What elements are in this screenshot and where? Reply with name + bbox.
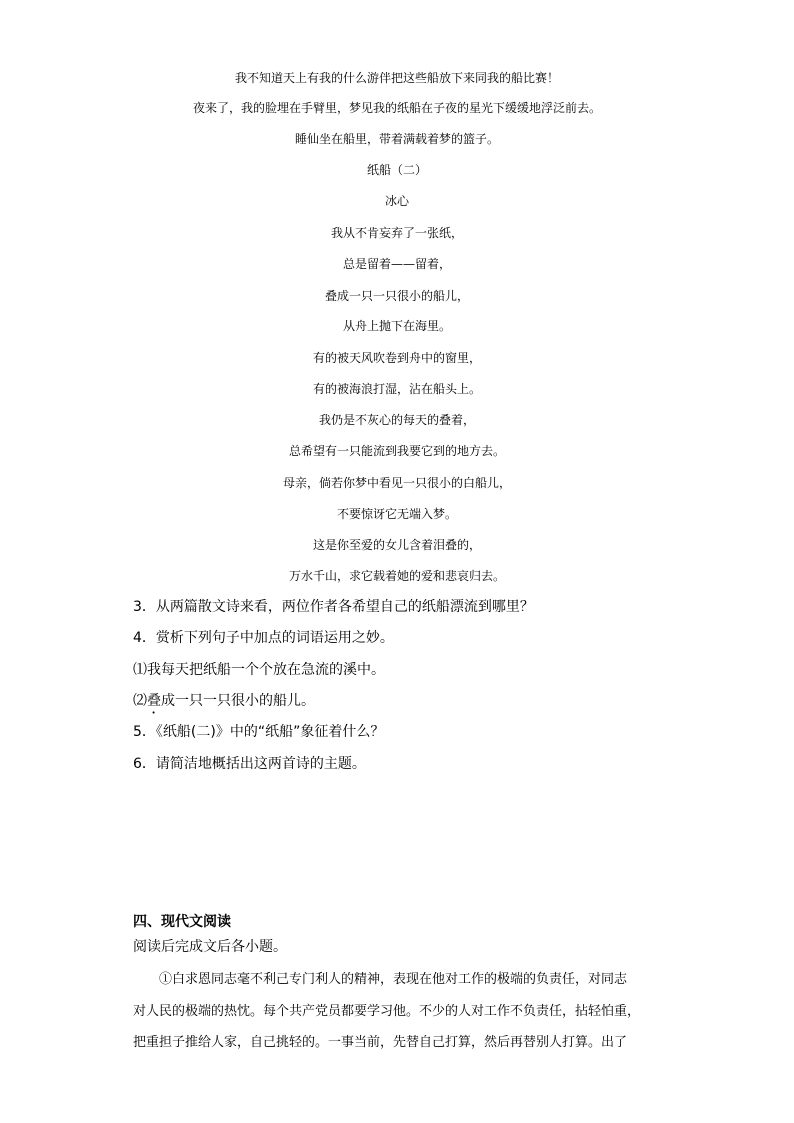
poem2-title: 纸船（二） — [366, 163, 427, 177]
poem2-line: 有的被海浪打湿，沾在船头上。 — [312, 382, 481, 396]
question-4-item-1-end: 。 — [371, 662, 385, 678]
poem2-line: 这是你至爱的女儿含着泪叠的， — [312, 538, 481, 552]
poem2-author: 冰心 — [384, 194, 409, 208]
question-4-item-2 — [133, 692, 315, 717]
prose-line: 把重担子推给人家，自己挑轻的。一事当前，先替自己打算，然后再替别人打算。出了 — [133, 1035, 628, 1050]
poem2-line: 总希望有一只能流到我要它到的地方去。 — [288, 444, 505, 458]
poem2-line: 万水千山，求它载着她的爱和悲哀归去。 — [288, 569, 505, 583]
question-6: 6．请简洁地概括出这两首诗的主题。 — [133, 756, 366, 772]
poem2-line: 不要惊讶它无端入梦。 — [336, 507, 457, 521]
section-instruction: 阅读后完成文后各小题。 — [133, 939, 287, 955]
prose-line: 对人民的极端的热忱。每个共产党员都要学习他。不少的人对工作不负责任，拈轻怕重， — [133, 1004, 641, 1019]
prose-line: ①白求恩同志毫不利己专门利人的精神，表现在他对工作的极端的负责任，对同志 — [159, 972, 628, 987]
question-4-item-1 — [133, 661, 385, 679]
question-4: 4．赏析下列句子中加点的词语运用之妙。 — [133, 630, 394, 646]
question-5: 5．《纸船(二)》中的“纸船”象征着什么？ — [133, 724, 385, 740]
poem2-line: 叠成一只一只很小的船儿， — [324, 289, 469, 303]
section-heading: 四、现代文阅读 — [133, 914, 231, 930]
question-4-item-2-number: ⑵ — [133, 693, 147, 709]
poem2-line: 我从不肯妄弃了一张纸， — [330, 226, 463, 240]
poem2-line: 母亲，倘若你梦中看见一只很小的白船儿， — [282, 476, 511, 490]
poem1-line-2: 夜来了，我的脸埋在手臂里，梦见我的纸船在子夜的星光下缓缓地浮泛前去。 — [192, 101, 601, 115]
question-4-item-2-text: 成一只一只很小的船儿。 — [161, 693, 315, 709]
poem1-line-3: 睡仙坐在船里，带着满载着梦的篮子。 — [294, 132, 499, 146]
question-4-item-1-text: ⑴我每天把纸船一个个放在急流的溪中 — [133, 662, 371, 678]
emphasized-word: 叠 — [147, 693, 161, 709]
question-3: 3．从两篇散文诗来看，两位作者各希望自己的纸船漂流到哪里？ — [133, 599, 534, 615]
poem1-line-1: 我不知道天上有我的什么游伴把这些船放下来同我的船比赛！ — [234, 71, 559, 85]
poem2-line: 有的被天风吹卷到舟中的窗里， — [312, 351, 481, 365]
poem2-line: 我仍是不灰心的每天的叠着， — [318, 413, 475, 427]
poem2-line: 从舟上抛下在海里。 — [342, 319, 451, 333]
poem2-line: 总是留着——留着， — [342, 257, 451, 271]
